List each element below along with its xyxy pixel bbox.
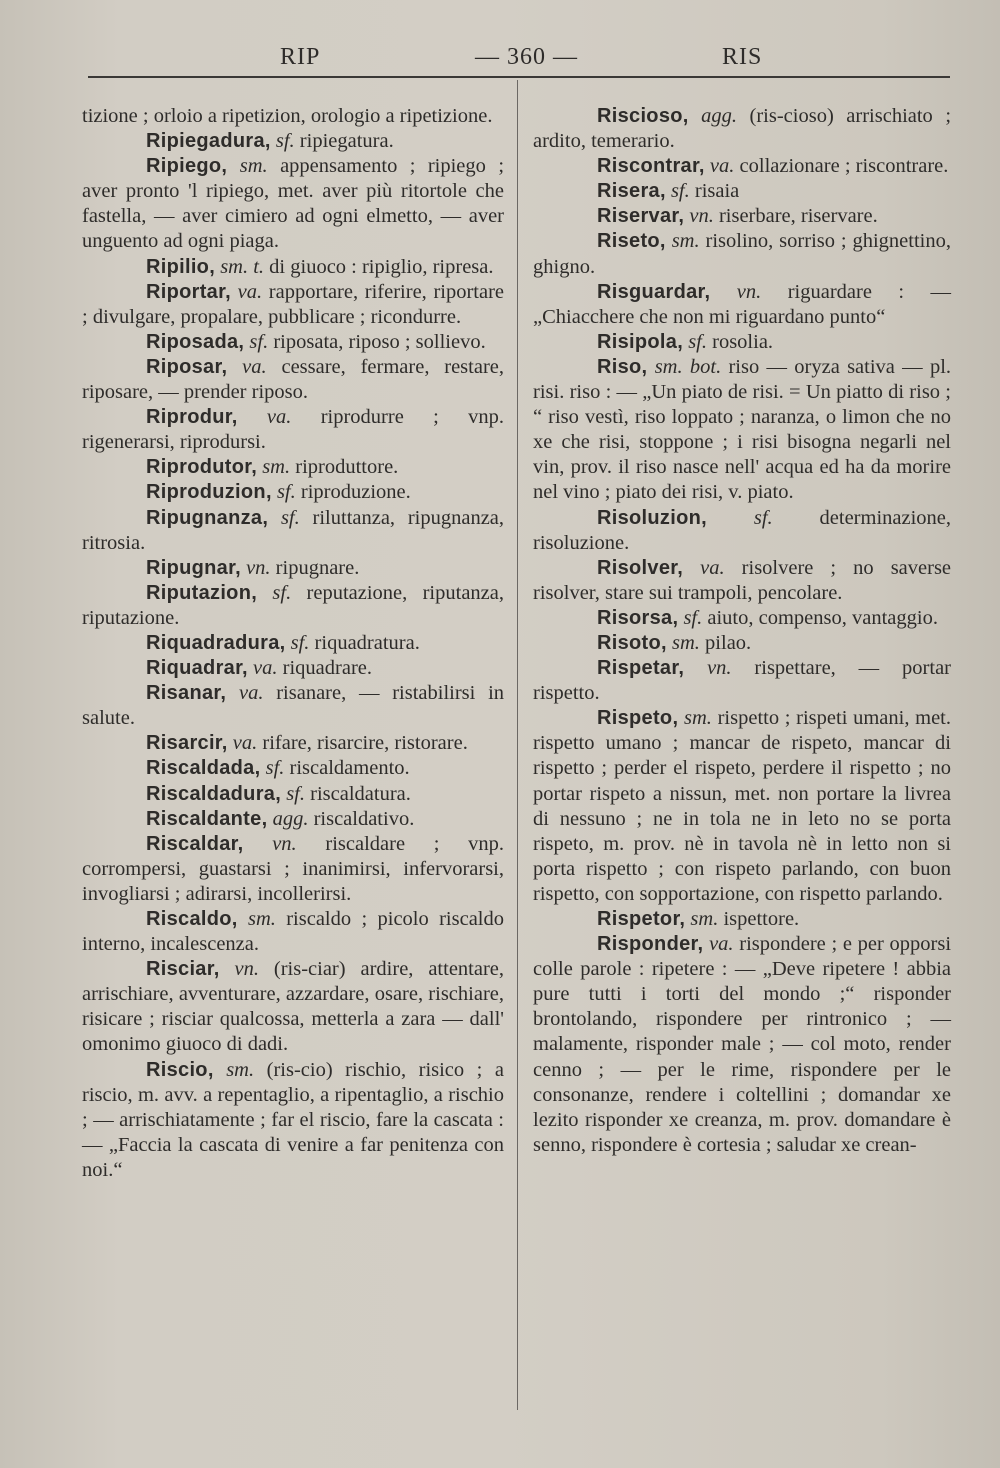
entry-definition: riso — oryza sativa — pl. risi. riso : — „Un piato de risi. = Un piatto di riso ; “ riso vestì, riso loppato ; naranza, o limon che no xe che risi, stoppone ; i risi bisogna negarli nel vin, prov. il riso nasce nell' acqua ed ha da morire nel vino ; piato dei risi, v. piato. <box>533 355 952 504</box>
entry-grammar-label: sf. <box>280 506 300 529</box>
dictionary-entry <box>82 405 504 455</box>
entry-definition: ripiegatura. <box>299 130 394 153</box>
entry-headword: Risciar, <box>146 958 220 981</box>
entry-definition: riscaldatura. <box>310 782 411 805</box>
entry-definition: riposata, riposo ; sollievo. <box>273 330 486 353</box>
header-left-guideword: RIP <box>280 44 321 70</box>
entry-headword: Riso, <box>597 355 648 378</box>
entry-grammar-label: va. <box>700 556 725 579</box>
entry-headword: Riscaldada, <box>146 757 261 780</box>
entry-headword: Riscioso, <box>597 105 689 127</box>
dictionary-entry <box>82 506 504 556</box>
entry-grammar-label: vn. <box>689 205 714 228</box>
entry-grammar-label: va. <box>253 657 278 680</box>
entry-definition: di giuoco : ripiglio, ripresa. <box>269 255 494 278</box>
entry-headword: Riprodur, <box>146 406 238 429</box>
entry-grammar-label: sm. <box>690 908 719 930</box>
entry-grammar-label: sm. <box>672 631 700 654</box>
entry-grammar-label: sf. <box>275 130 295 153</box>
entry-definition: riprodurre ; vnp. rigenerarsi, riprodursi. <box>82 406 504 454</box>
entry-grammar-label: sm. <box>226 1058 255 1081</box>
entry-headword: Risipola, <box>597 330 684 353</box>
entry-headword: Rispetar, <box>597 657 685 680</box>
entry-definition: riscaldo ; picolo riscaldo interno, incalescenza. <box>82 908 504 956</box>
entry-headword: Riscio, <box>146 1058 214 1081</box>
dictionary-entry <box>82 782 504 807</box>
entry-definition: rispondere ; e per opporsi colle parole : ripetere : — „Deve ripetere ! abbia pure tutti i torti del mondo ;“ risponder brontolando, rispondere per rintronico ; — malamente, risponder male ; — col moto, render cenno ; — per le rime, rispondere per le consonanze, rendere i coltellini ; domandar xe lezito risponder xe creanza, m. prov. domandare è senno, rispondere è cortesia ; saludar xe crean- <box>533 933 952 1156</box>
entry-headword: Ripugnar, <box>146 556 241 579</box>
entry-headword: Riportar, <box>146 280 231 303</box>
dictionary-entry <box>82 756 504 781</box>
dictionary-entry <box>533 330 951 355</box>
entry-headword: Risanar, <box>146 682 227 705</box>
entry-headword: Riquadradura, <box>146 631 286 654</box>
entry-definition: risolino, sorriso ; ghignettino, ghigno. <box>533 230 951 278</box>
entry-headword: Riscaldar, <box>146 832 244 855</box>
dictionary-entry <box>82 832 504 907</box>
entry-grammar-label: va. <box>237 280 263 303</box>
dictionary-entry <box>533 179 951 204</box>
column-divider <box>517 80 518 1410</box>
entry-grammar-label: sm. bot. <box>654 355 722 378</box>
dictionary-entry <box>533 204 951 229</box>
entry-headword: Ripiegadura, <box>146 130 271 153</box>
entry-grammar-label: sm. <box>247 908 276 930</box>
entry-grammar-label: sf. <box>753 506 773 529</box>
dictionary-entry <box>533 556 951 606</box>
dictionary-entry <box>82 681 504 731</box>
dictionary-entry <box>82 480 504 505</box>
entry-definition: collazionare ; riscontrare. <box>739 155 949 178</box>
dictionary-entry <box>82 957 504 1057</box>
dictionary-entry <box>82 581 504 631</box>
entry-definition: riproduttore. <box>295 456 399 479</box>
entry-headword: Riscaldadura, <box>146 782 282 805</box>
entry-definition: rosolia. <box>712 330 774 353</box>
entry-grammar-label: va. <box>238 682 264 705</box>
entry-definition: risaia <box>694 180 740 203</box>
dictionary-entry <box>533 907 951 932</box>
entry-grammar-label: sf. <box>249 330 269 353</box>
dictionary-entry <box>533 104 951 154</box>
dictionary-entry <box>533 606 951 631</box>
entry-headword: Risorsa, <box>597 606 679 629</box>
entry-headword: Risarcir, <box>146 732 228 755</box>
entry-definition: riquadrare. <box>282 657 373 680</box>
entry-grammar-label: agg. <box>701 105 738 127</box>
entry-grammar-label: agg. <box>272 807 309 830</box>
entry-grammar-label: va. <box>709 933 734 956</box>
entry-headword: Risoto, <box>597 631 667 654</box>
entry-grammar-label: sf. <box>683 606 703 629</box>
dictionary-entry <box>533 506 951 556</box>
dictionary-entry <box>82 280 504 330</box>
entry-definition: riscaldamento. <box>289 757 410 780</box>
page-number: — 360 — <box>475 44 578 70</box>
dictionary-entry <box>82 556 504 581</box>
entry-definition: pilao. <box>705 631 752 654</box>
entry-definition: tizione ; orloio a ripetizion, orologio a ripetizione. <box>82 105 493 127</box>
entry-headword: Ripugnanza, <box>146 506 269 529</box>
entry-definition: riscaldare ; vnp. corrompersi, guastarsi ; inanimirsi, infervorarsi, invogliarsi ; adirarsi, incollerirsi. <box>82 832 504 905</box>
entry-headword: Riprodutor, <box>146 456 258 479</box>
page-header <box>90 44 950 74</box>
entry-headword: Risera, <box>597 180 666 203</box>
entry-definition: ripugnare. <box>275 556 360 579</box>
dictionary-entry <box>533 280 951 330</box>
dictionary-entry <box>82 104 504 129</box>
entry-definition: (ris-cioso) arrischiato ; ardito, temerario. <box>533 105 952 153</box>
dictionary-entry <box>82 255 504 280</box>
entry-definition: ispettore. <box>723 908 800 930</box>
entry-definition: aiuto, compenso, vantaggio. <box>707 606 938 629</box>
entry-definition: riscaldativo. <box>313 807 415 830</box>
entry-headword: Riposada, <box>146 330 245 353</box>
dictionary-entry <box>533 932 951 1158</box>
dictionary-entry <box>533 229 951 279</box>
entry-grammar-label: sm. <box>683 707 712 730</box>
entry-headword: Riputazion, <box>146 581 258 604</box>
entry-definition: rispettare, — portar rispetto. <box>533 657 952 705</box>
entry-grammar-label: sf. <box>276 481 296 504</box>
dictionary-entry <box>533 631 951 656</box>
entry-headword: Riquadrar, <box>146 657 248 680</box>
entry-headword: Risponder, <box>597 933 704 956</box>
entry-definition: riguardare : — „Chiacchere che non mi riguardano punto“ <box>533 280 951 328</box>
entry-headword: Riservar, <box>597 205 685 228</box>
dictionary-entry <box>82 129 504 154</box>
dictionary-entry <box>82 631 504 656</box>
entry-definition: determinazione, risoluzione. <box>533 506 952 554</box>
entry-grammar-label: sf. <box>265 757 285 780</box>
entry-grammar-label: vn. <box>707 657 732 680</box>
entry-headword: Risoluzion, <box>597 506 707 529</box>
entry-grammar-label: va. <box>232 732 258 755</box>
entry-grammar-label: vn. <box>736 280 762 303</box>
entry-headword: Rispetor, <box>597 908 686 930</box>
entry-definition: (ris-ciar) ardire, attentare, arrischiare, avventurare, azzardare, osare, rischiare, risicare ; risciar qualcossa, metterla a zara — dall' omonimo giuoco di dadi. <box>82 958 505 1056</box>
left-column <box>82 104 504 1183</box>
entry-grammar-label: sf. <box>286 782 305 805</box>
dictionary-entry <box>82 355 504 405</box>
entry-grammar-label: sm. t. <box>220 255 265 278</box>
dictionary-entry <box>82 807 504 832</box>
entry-grammar-label: sf. <box>670 180 690 203</box>
entry-grammar-label: sf. <box>272 581 292 604</box>
entry-grammar-label: sm. <box>262 456 291 479</box>
dictionary-entry <box>533 706 951 907</box>
entry-definition: (ris-cio) rischio, risico ; a riscio, m. avv. a repentaglio, a ripentaglio, a rischio ; — arrischiatamente ; far el riscio, fare la cascata : — „Faccia la cascata di venire a far penitenza con noi.“ <box>82 1058 504 1181</box>
dictionary-entry <box>533 656 951 706</box>
entry-grammar-label: vn. <box>272 832 297 855</box>
header-right-guideword: RIS <box>722 44 763 70</box>
entry-headword: Riscontrar, <box>597 155 705 178</box>
dictionary-entry <box>82 455 504 480</box>
dictionary-entry <box>82 154 504 254</box>
header-rule <box>88 76 950 78</box>
entry-headword: Ripiego, <box>146 155 228 178</box>
entry-grammar-label: vn. <box>234 958 259 981</box>
dictionary-entry <box>82 330 504 355</box>
entry-headword: Risolver, <box>597 556 684 579</box>
entry-grammar-label: vn. <box>246 556 271 579</box>
dictionary-entry <box>82 731 504 756</box>
entry-definition: appensamento ; ripiego ; aver pronto 'l ripiego, met. aver più ritortole che fastella, — aver cimiero ad ogni elmetto, — aver unguento ad ogni piaga. <box>82 155 505 253</box>
entry-grammar-label: va. <box>266 406 292 429</box>
entry-definition: riquadratura. <box>314 631 420 654</box>
entry-headword: Riscaldo, <box>146 908 238 930</box>
entry-grammar-label: sm. <box>671 230 700 253</box>
entry-headword: Riscaldante, <box>146 807 268 830</box>
entry-definition: reputazione, riputanza, riputazione. <box>82 581 504 629</box>
entry-headword: Riseto, <box>597 230 666 253</box>
entry-headword: Riposar, <box>146 355 228 378</box>
entry-definition: rapportare, riferire, riportare ; divulgare, propalare, pubblicare ; ricondurre. <box>82 280 505 328</box>
entry-definition: risolvere ; no saverse risolver, stare sui trampoli, pencolare. <box>533 556 952 604</box>
dictionary-entry <box>82 656 504 681</box>
entry-headword: Ripilio, <box>146 255 216 278</box>
entry-definition: riluttanza, ripugnanza, ritrosia. <box>82 506 505 554</box>
entry-definition: riserbare, riservare. <box>718 205 878 228</box>
dictionary-entry <box>533 355 951 506</box>
entry-headword: Risguardar, <box>597 280 711 303</box>
entry-grammar-label: va. <box>709 155 735 178</box>
entry-definition: rifare, risarcire, ristorare. <box>262 732 468 755</box>
entry-definition: cessare, fermare, restare, riposare, — prender riposo. <box>82 355 505 404</box>
entry-grammar-label: va. <box>242 355 267 378</box>
dictionary-entry <box>82 907 504 957</box>
entry-headword: Riproduzion, <box>146 481 272 504</box>
entry-grammar-label: sm. <box>239 155 268 178</box>
entry-definition: rispetto ; rispeti umani, met. rispetto umano ; mancar de rispeto, mancar di rispetto ; perder el rispeto, perdere il rispetto ; no portar rispeto a nissun, met. non portare la livrea di nessuno ; ne in tola ne in leto no se porta rispeto, m. prov. nè in tavola nè in letto non si porta rispetto ; con rispeto parlando, con buon rispetto, con sopportazione, con rispetto parlando. <box>533 707 951 905</box>
entry-headword: Rispeto, <box>597 707 679 730</box>
entry-grammar-label: sf. <box>290 631 310 654</box>
dictionary-entry <box>533 154 951 179</box>
entry-grammar-label: sf. <box>688 330 707 353</box>
entry-definition: riproduzione. <box>300 481 411 504</box>
entry-definition: risanare, — ristabilirsi in salute. <box>82 682 505 730</box>
dictionary-entry <box>82 1058 504 1183</box>
right-column <box>533 104 951 1158</box>
